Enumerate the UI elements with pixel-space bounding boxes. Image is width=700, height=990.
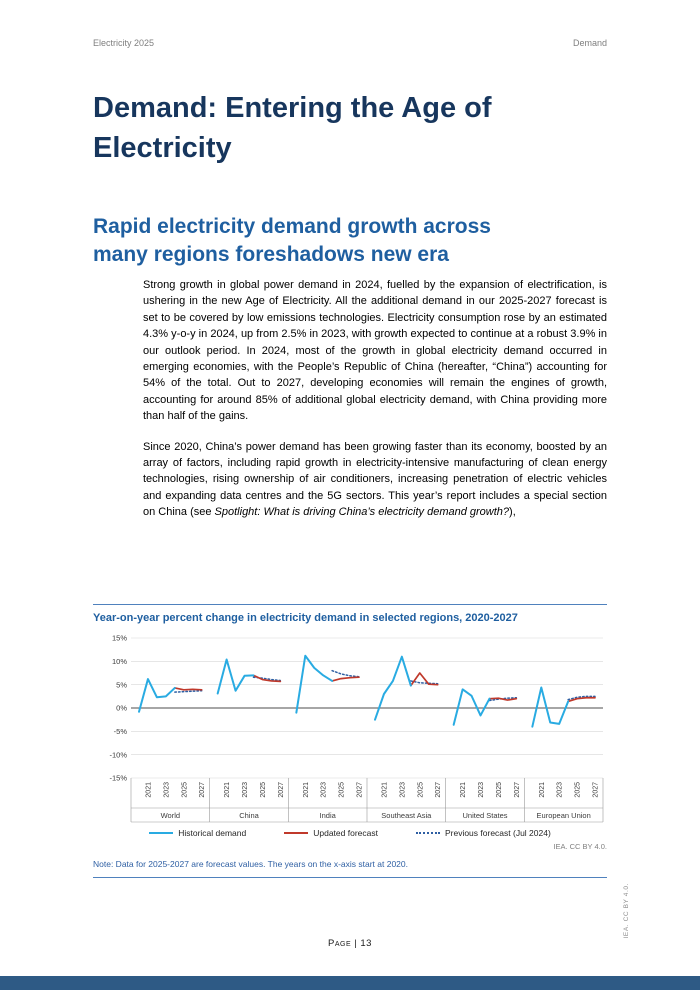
paragraph-1: Strong growth in global power demand in 2024, fuelled by the expansion of electrification, is ushering in the new Age of Electricity. All the additional demand in our 2025-2027 forecast is set to be covered by low emissions technologies. Electricity consumption rose by an estimated 4.3% y-o-y in 2024, up from 2.5% in 2023, with growth expected to continue at a robust 3.9% in our outlook period. In 2024, most of the growth in global electricity demand occurred in emerging economies, with the People’s Republic of China (hereafter, “China”) accounting for 54% of the total. Out to 2027, developing economies will remain the engines of growth, accounting for around 85% of additional global electricity demand, with China providing more than half of the gains. — [143, 279, 607, 423]
demand-chart-svg — [93, 630, 607, 824]
svg-text:2025: 2025 — [259, 782, 267, 798]
historical-line-sample — [149, 832, 173, 835]
svg-text:2021: 2021 — [224, 782, 232, 798]
body-text — [143, 277, 607, 535]
svg-text:-10%: -10% — [109, 750, 127, 760]
header-chapter: Demand — [572, 38, 607, 48]
svg-text:10%: 10% — [111, 656, 127, 666]
page-number: Page | 13 — [328, 938, 372, 949]
svg-text:2023: 2023 — [399, 782, 407, 798]
chart-credit: IEA. CC BY 4.0. — [553, 842, 607, 851]
svg-text:-15%: -15% — [109, 773, 127, 783]
chart-title: Year-on-year percent change in electricity demand in selected regions, 2020-2027 — [93, 612, 518, 624]
svg-text:2021: 2021 — [145, 782, 153, 798]
legend-label-previous: Previous forecast (Jul 2024) — [444, 828, 551, 838]
svg-text:Southeast Asia: Southeast Asia — [381, 811, 432, 820]
svg-text:2027: 2027 — [435, 782, 443, 798]
svg-text:2021: 2021 — [381, 782, 389, 798]
paragraph-2-text: Since 2020, China’s power demand has been growing faster than its economy, boosted by an array of factors, including rapid growth in electricity-intensive manufacturing of clean energy technologies, rising ownership of air conditioners, increasing penetration of electric vehicles and expanding data centres and the 5G sectors. This year’s report includes a special section on China (see — [143, 440, 607, 519]
svg-text:2027: 2027 — [356, 782, 364, 798]
svg-text:2023: 2023 — [320, 782, 328, 798]
legend-label-historical: Historical demand — [178, 828, 247, 838]
legend-item-updated — [284, 828, 378, 838]
previous-line-sample — [416, 832, 440, 834]
svg-text:2023: 2023 — [556, 782, 564, 798]
chart-legend — [93, 828, 607, 838]
header-doc-title: Electricity 2025 — [93, 38, 155, 48]
svg-text:0%: 0% — [116, 703, 127, 713]
svg-text:2023: 2023 — [242, 782, 250, 798]
demand-chart — [93, 630, 607, 824]
svg-text:India: India — [319, 811, 336, 820]
svg-text:2025: 2025 — [574, 782, 582, 798]
paragraph-2 — [143, 439, 607, 521]
section-heading: Rapid electricity demand growth across many regions foreshadows new era — [93, 215, 491, 267]
paragraph-2-tail: ), — [509, 506, 516, 519]
svg-text:2025: 2025 — [417, 782, 425, 798]
footer-bar — [0, 976, 700, 990]
svg-text:2025: 2025 — [181, 782, 189, 798]
svg-text:2023: 2023 — [478, 782, 486, 798]
running-header — [93, 38, 607, 48]
svg-text:2023: 2023 — [163, 782, 171, 798]
svg-text:15%: 15% — [111, 633, 127, 643]
svg-text:2027: 2027 — [513, 782, 521, 798]
svg-text:China: China — [239, 811, 259, 820]
paragraph-2-italic: Spotlight: What is driving China’s electricity demand growth? — [214, 506, 510, 519]
chart-note: Note: Data for 2025-2027 are forecast values. The years on the x-axis start at 2020. — [93, 859, 408, 869]
legend-item-previous — [416, 828, 551, 838]
chapter-title: Demand: Entering the Age of Electricity — [93, 92, 492, 165]
legend-label-updated: Updated forecast — [313, 828, 378, 838]
svg-text:2027: 2027 — [592, 782, 600, 798]
chart-block — [93, 604, 607, 878]
svg-text:2025: 2025 — [338, 782, 346, 798]
svg-text:-5%: -5% — [113, 726, 127, 736]
svg-text:2027: 2027 — [199, 782, 207, 798]
svg-text:World: World — [160, 811, 181, 820]
svg-text:2021: 2021 — [460, 782, 468, 798]
side-credit: IEA. CC BY 4.0. — [623, 882, 630, 938]
legend-item-historical — [149, 828, 246, 838]
svg-text:2027: 2027 — [277, 782, 285, 798]
svg-text:2025: 2025 — [495, 782, 503, 798]
svg-text:2021: 2021 — [302, 782, 310, 798]
svg-text:United States: United States — [462, 811, 508, 820]
svg-text:2021: 2021 — [538, 782, 546, 798]
svg-text:5%: 5% — [116, 680, 127, 690]
svg-text:European Union: European Union — [536, 811, 591, 820]
updated-line-sample — [284, 832, 308, 835]
